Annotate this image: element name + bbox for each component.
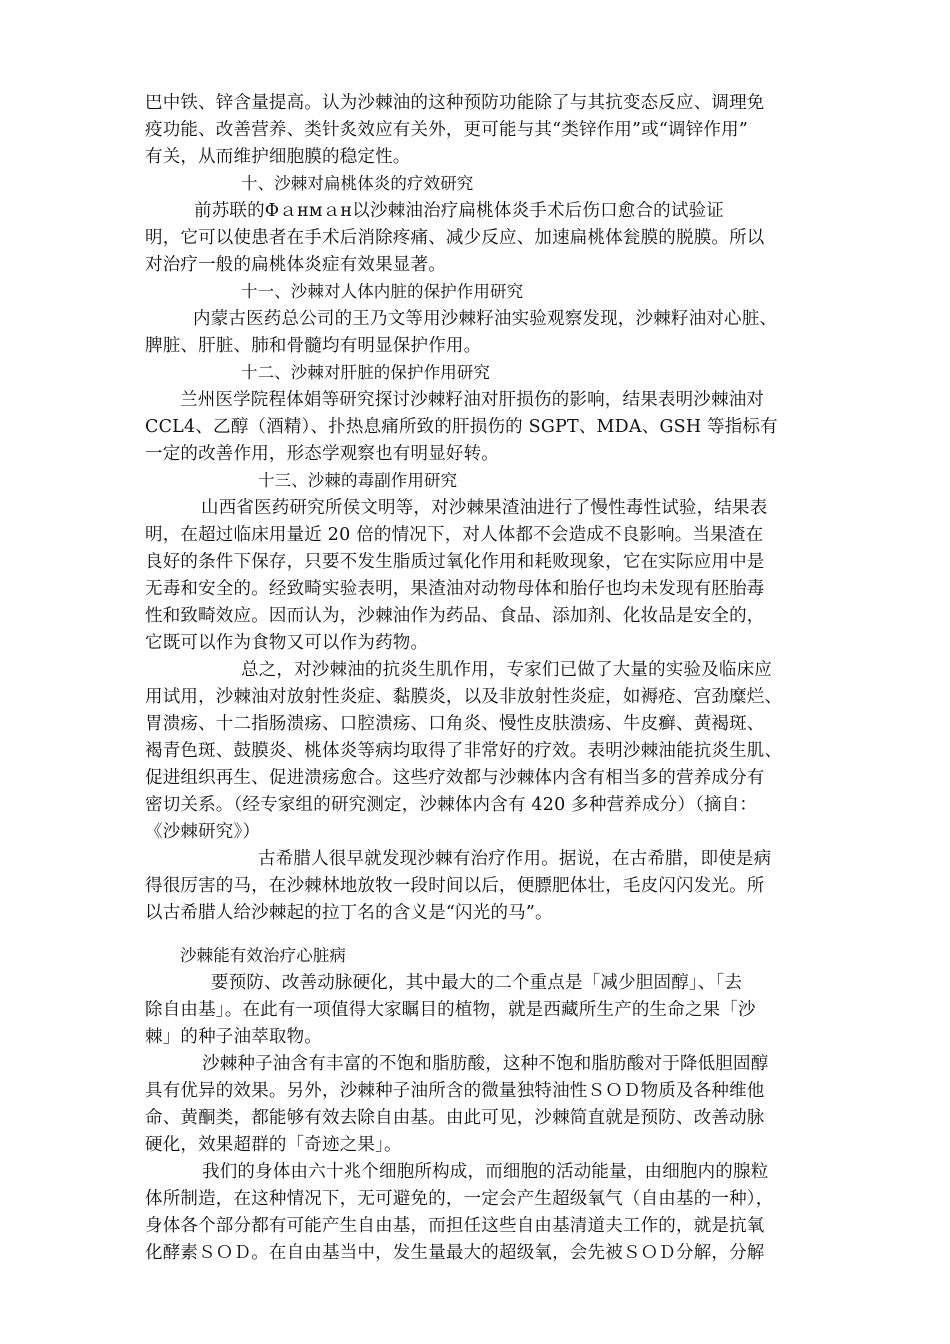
text-line: 明，在超过临床用量近 20 倍的情况下，对人体都不会造成不良影响。当果渣在 — [145, 525, 764, 545]
text-line: 疫功能、改善营养、类针炙效应有关外，更可能与其“类锌作用”或“调锌作用” — [145, 120, 748, 140]
text-line: 对治疗一般的扁桃体炎症有效果显著。 — [145, 255, 446, 275]
text-line: 一定的改善作用，形态学观察也有明显好转。 — [145, 444, 499, 464]
text-line: 用试用，沙棘油对放射性炎症、黏膜炎，以及非放射性炎症，如褥疮、宫劲糜烂、 — [145, 687, 783, 707]
section-heading: 十二、沙棘对肝脏的保护作用研究 — [241, 363, 490, 382]
text-line: 总之，对沙棘油的抗炎生肌作用，专家们已做了大量的实验及临床应 — [241, 660, 772, 680]
text-line: 脾脏、肝脏、肺和骨髓均有明显保护作用。 — [145, 336, 482, 356]
text-line: 密切关系。（经专家组的研究测定，沙棘体内含有 420 多种营养成分）（摘自： — [145, 795, 758, 815]
text-line: 命、黄酮类，都能够有效去除自由基。由此可见，沙棘简直就是预防、改善动脉 — [145, 1108, 765, 1128]
text-line: 内蒙古医药总公司的王乃文等用沙棘籽油实验观察发现，沙棘籽油对心脏、 — [193, 309, 778, 329]
text-line: 性和致畸效应。因而认为，沙棘油作为药品、食品、添加剂、化妆品是安全的， — [145, 606, 765, 626]
text-line: 褐青色斑、鼓膜炎、桃体炎等病均取得了非常好的疗效。表明沙棘油能抗炎生肌、 — [145, 741, 783, 761]
text-line: 化酵素ＳＯＤ。在自由基当中，发生量最大的超级氧，会先被ＳＯＤ分解，分解 — [145, 1243, 765, 1263]
section-heading: 十、沙棘对扁桃体炎的疗效研究 — [241, 174, 474, 193]
text-line: 良好的条件下保存，只要不发生脂质过氧化作用和耗败现象，它在实际应用中是 — [145, 552, 765, 572]
text-line: 《沙棘研究》） — [145, 822, 261, 842]
text-line: 兰州医学院程体娟等研究探讨沙棘籽油对肝损伤的影响，结果表明沙棘油对 — [180, 390, 765, 410]
text-line: 身体各个部分都有可能产生自由基，而担任这些自由基清道夫工作的，就是抗氧 — [145, 1216, 765, 1236]
text-line: 促进组织再生、促进溃疡愈合。这些疗效都与沙棘体内含有相当多的营养成分有 — [145, 768, 765, 788]
text-line: 硬化，效果超群的「奇迹之果」。 — [145, 1135, 402, 1155]
text-line: 沙棘种子油含有丰富的不饱和脂肪酸，这种不饱和脂肪酸对于降低胆固醇 — [202, 1054, 769, 1074]
text-line: 古希腊人很早就发现沙棘有治疗作用。据说，在古希腊，即使是病 — [258, 849, 772, 869]
text-line: 胃溃疡、十二指肠溃疡、口腔溃疡、口角炎、慢性皮肤溃疡、牛皮癣、黄褐斑、 — [145, 714, 765, 734]
section-heading: 十一、沙棘对人体内脏的保护作用研究 — [241, 282, 524, 301]
text-line: 山西省医药研究所侯文明等，对沙棘果渣油进行了慢性毒性试验，结果表 — [201, 498, 768, 518]
article-title: 沙棘能有效治疗心脏病 — [180, 946, 346, 965]
section-heading: 十三、沙棘的毒副作用研究 — [258, 471, 458, 490]
text-line: 以古希腊人给沙棘起的拉丁名的含义是“闪光的马”。 — [145, 903, 553, 923]
text-line: 具有优异的效果。另外，沙棘种子油所含的微量独特油性ＳＯＤ物质及各种维他 — [145, 1081, 765, 1101]
text-line: 得很厉害的马，在沙棘林地放牧一段时间以后，便膘肥体壮，毛皮闪闪发光。所 — [145, 876, 765, 896]
text-line: 有关，从而维护细胞膜的稳定性。 — [145, 147, 411, 167]
text-line: 除自由基」。在此有一项值得大家瞩目的植物，就是西藏所生产的生命之果「沙 — [145, 1000, 756, 1020]
text-line: 要预防、改善动脉硬化，其中最大的二个重点是「减少胆固醇」、「去 — [211, 973, 743, 993]
text-line: 明，它可以使患者在手术后消除疼痛、减少反应、加速扁桃体瓮膜的脱膜。所以 — [145, 228, 765, 248]
text-line: 巴中铁、锌含量提高。认为沙棘油的这种预防功能除了与其抗变态反应、调理免 — [145, 93, 765, 113]
text-line: 棘」的种子油萃取物。 — [145, 1027, 322, 1047]
text-line: 我们的身体由六十兆个细胞所构成，而细胞的活动能量，由细胞内的腺粒 — [202, 1162, 769, 1182]
text-line: 体所制造，在这种情况下，无可避免的，一定会产生超级氧气（自由基的一种）， — [145, 1189, 774, 1209]
text-line: 它既可以作为食物又可以作为药物。 — [145, 633, 429, 653]
text-line: 前苏联的Φａнмａн以沙棘油治疗扁桃体炎手术后伤口愈合的试验证 — [194, 201, 724, 221]
text-line: 无毒和安全的。经致畸实验表明，果渣油对动物母体和胎仔也均未发现有胚胎毒 — [145, 579, 765, 599]
text-line: CCL4、乙醇（酒精）、扑热息痛所致的肝损伤的 SGPT、MDA、GSH 等指标有 — [145, 417, 778, 437]
